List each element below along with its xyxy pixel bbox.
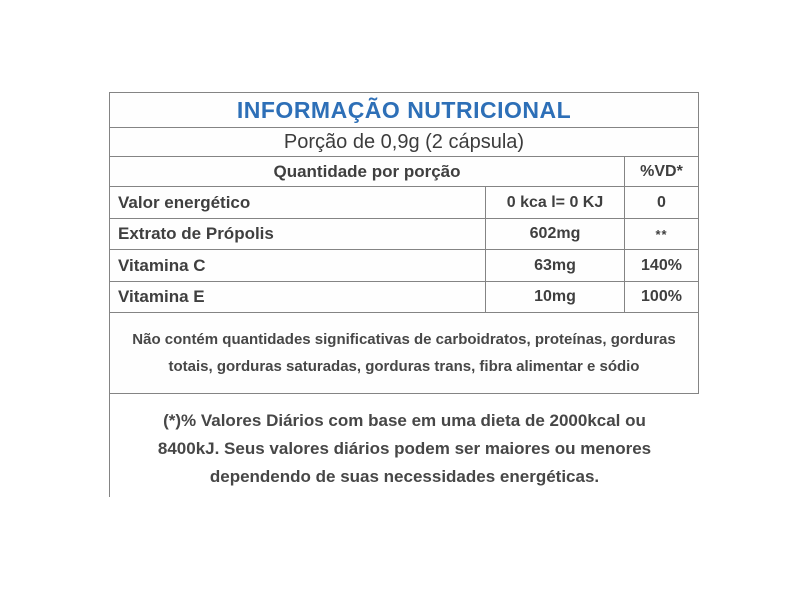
no-significant-amounts-note: Não contém quantidades significativas de carboidratos, proteínas, gorduras totais, gorduras saturadas, gorduras trans, fibra alimentar e sódio <box>132 331 676 375</box>
nutrient-dv: 0 <box>624 187 698 218</box>
table-header-row <box>110 157 698 187</box>
nutrient-row <box>110 219 698 250</box>
daily-values-footnote: (*)% Valores Diários com base em uma dieta de 2000kcal ou 8400kJ. Seus valores diários podem ser maiores ou menores dependendo de suas necessidades energéticas. <box>109 394 699 497</box>
header-quantity: Quantidade por porção <box>273 161 461 181</box>
label-title <box>110 93 698 128</box>
nutrient-row <box>110 250 698 282</box>
header-dv: %VD* <box>624 157 698 186</box>
nutrient-name: Extrato de Própolis <box>118 224 274 243</box>
nutrient-name: Vitamina C <box>118 255 206 275</box>
nutrient-amount: 0 kca l= 0 KJ <box>485 187 624 218</box>
serving-size <box>110 128 698 157</box>
nutrition-table <box>109 92 699 394</box>
nutrient-dv: 140% <box>624 250 698 281</box>
nutrient-amount: 63mg <box>485 250 624 281</box>
label-title-text: INFORMAÇÃO NUTRICIONAL <box>236 96 572 123</box>
nutrient-amount: 10mg <box>485 282 624 312</box>
nutrient-name: Valor energético <box>118 192 251 212</box>
nutrient-row <box>110 282 698 313</box>
nutrition-label <box>109 92 699 497</box>
nutrient-amount: 602mg <box>485 219 624 249</box>
nutrient-dv: ** <box>624 219 698 249</box>
nutrient-name: Vitamina E <box>118 287 205 306</box>
nutrient-dv: 100% <box>624 282 698 312</box>
nutrient-row <box>110 187 698 219</box>
serving-size-text: Porção de 0,9g (2 cápsula) <box>283 130 525 153</box>
